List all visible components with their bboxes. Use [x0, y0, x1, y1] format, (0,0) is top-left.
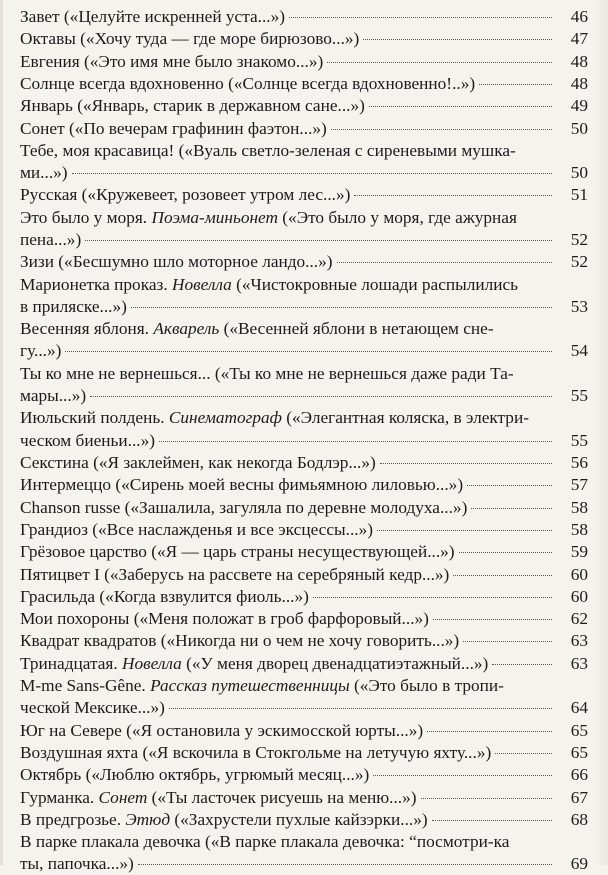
toc-entry-line: [20, 630, 556, 652]
dot-leader: [65, 351, 552, 352]
page-number: 67: [570, 787, 588, 807]
toc-entry-text: [20, 208, 517, 227]
toc-entry-incipit: («Чистокровные лошади распылились: [231, 274, 519, 294]
dot-leader: [467, 485, 552, 486]
page-number: 54: [570, 341, 588, 361]
toc-entry-line: [20, 764, 556, 786]
toc-entry-text: [20, 340, 61, 362]
toc-entry-line: [20, 229, 556, 251]
toc-entry-incipit: («Бесшумно шло моторное ландо...»): [53, 252, 333, 272]
toc-entry-line: [20, 118, 556, 140]
toc-entry-genre: Поэма-миньонет: [147, 207, 278, 227]
toc-entry-title: Это было у моря.: [20, 207, 148, 227]
page-number: 55: [570, 386, 588, 406]
toc-entry-incipit: («Ты ко мне не вернешься даже ради Та-: [210, 363, 514, 383]
toc-entry-line: [20, 742, 556, 764]
dot-leader: [131, 307, 552, 308]
toc-entry-line: [20, 251, 556, 273]
toc-entry-title: В предгрозье.: [20, 809, 122, 829]
toc-entry-title: Октябрь: [20, 765, 82, 785]
toc-entry-line: [20, 809, 556, 831]
toc-entry-title: Юг на Севере: [20, 720, 122, 740]
toc-entry-text: [20, 764, 369, 786]
toc-entry-line: [20, 6, 556, 28]
toc-entry-line: [20, 853, 556, 875]
toc-entry-text: [20, 787, 417, 809]
toc-entry-line: [20, 675, 504, 697]
toc-entry-text: [20, 364, 514, 383]
toc-entry-line: [20, 787, 556, 809]
dot-leader: [377, 530, 552, 531]
toc-entry-incipit: («Я — царь страны несуществующей...»): [146, 542, 455, 562]
page-number: 49: [570, 96, 588, 116]
page-edge-right: [594, 0, 608, 865]
dot-leader: [463, 641, 552, 642]
toc-entry-incipit: («Заберусь на рассвете на серебряный кедр...»): [99, 564, 450, 584]
toc-entry-text: [20, 229, 81, 251]
dot-leader: [363, 39, 552, 40]
toc-entry-text: [20, 720, 423, 742]
toc-entry-line: [20, 564, 556, 586]
toc-entry-text: [20, 519, 373, 541]
toc-entry-title: Июльский полдень.: [20, 408, 165, 428]
toc-entry-text: [20, 430, 155, 452]
toc-entry-text: [20, 385, 86, 407]
page-number: 56: [570, 453, 588, 472]
toc-entry-text: [20, 541, 455, 563]
toc-entry-title: Грасильда: [20, 586, 96, 606]
toc-entry-text: [20, 6, 285, 28]
toc-entry-line: [20, 608, 556, 630]
toc-entry-line: [20, 340, 556, 362]
toc-entry-title: В парке плакала девочка: [20, 832, 201, 852]
toc-entry-genre: Этюд: [121, 809, 171, 829]
page-number: 62: [570, 609, 588, 629]
toc-entry-text: [20, 162, 68, 184]
toc-entry-title: Русская: [20, 185, 78, 205]
dot-leader: [433, 619, 552, 620]
toc-entry-line: [20, 95, 556, 117]
toc-entry-line: [20, 519, 556, 541]
page-number: 50: [570, 118, 588, 138]
toc-entry-title: Тринадцатая.: [20, 653, 118, 673]
toc-entry-text: [20, 141, 516, 160]
page-number: 58: [570, 519, 588, 539]
toc-entry-text: [20, 51, 323, 73]
toc-entry-genre: Акварель: [149, 319, 220, 339]
toc-entry-title: Марионетка проказ.: [20, 274, 168, 294]
page-number: 52: [570, 252, 588, 272]
page-number: 65: [570, 742, 588, 762]
page-number: 66: [570, 765, 588, 785]
page-number: 48: [570, 51, 588, 71]
page-number: 55: [570, 430, 588, 450]
toc-entry-title: Квадрат квадратов: [20, 631, 157, 651]
toc-entry-incipit: («Никогда ни о чем не хочу говорить...»): [156, 631, 460, 651]
dot-leader: [72, 173, 552, 174]
toc-entry-line: [20, 274, 518, 296]
toc-entry-line: [20, 363, 514, 385]
toc-entry-incipit: мары...»): [20, 386, 87, 406]
toc-entry-title: Тебе, моя красавица!: [20, 140, 175, 160]
dot-leader: [421, 798, 552, 799]
toc-entry-text: [20, 118, 327, 140]
page-number: 50: [570, 163, 588, 183]
toc-entry-line: [20, 184, 556, 206]
toc-entry-text: [20, 275, 518, 294]
toc-entry-line: [20, 385, 556, 407]
toc-entry-line: [20, 318, 494, 340]
dot-leader: [85, 240, 552, 241]
toc-entry-text: [20, 653, 488, 675]
toc-entry-text: [20, 564, 449, 586]
toc-entry-incipit: ты, папочка...»): [20, 854, 134, 874]
toc-entry-title: Октавы: [20, 29, 76, 49]
dot-leader: [289, 17, 552, 18]
toc-entry-line: [20, 296, 556, 318]
toc-entry-text: [20, 608, 429, 630]
dot-leader: [427, 731, 552, 732]
toc-entry-title: Сонет: [20, 118, 65, 138]
toc-entry-incipit: («Хочу туда — где море бирюзово...»): [75, 29, 360, 49]
toc-entry-title: Весенняя яблоня.: [20, 319, 149, 339]
page-number: 46: [570, 7, 588, 26]
dot-leader: [313, 597, 552, 598]
toc-entry-incipit: ми...»): [20, 163, 68, 183]
toc-entry-title: Евгения: [20, 51, 80, 71]
dot-leader: [169, 708, 552, 709]
toc-entry-title: Завет: [20, 7, 60, 26]
toc-entry-text: [20, 73, 475, 95]
toc-entry-text: [20, 742, 491, 764]
toc-entry-incipit: («Январь, старик в державном сане...»): [72, 96, 365, 116]
page-number: 57: [570, 475, 588, 495]
toc-entry-title: Солнце всегда вдохновенно: [20, 73, 224, 93]
toc-entry-text: [20, 697, 165, 719]
toc-entry-line: [20, 207, 517, 229]
toc-entry-text: [20, 28, 359, 50]
toc-entry-text: [20, 832, 509, 851]
dot-leader: [337, 262, 552, 263]
toc-entry-incipit: («Ты ласточек рисуешь на меню...»): [147, 787, 417, 807]
page-number: 69: [570, 854, 588, 874]
toc-entry-text: [20, 184, 350, 206]
toc-entry-title: Секстина: [20, 453, 89, 472]
toc-entry-title: Гурманка.: [20, 787, 95, 807]
toc-entry-line: [20, 51, 556, 73]
toc-entry-incipit: («Весенней яблони в нетающем сне-: [219, 319, 494, 339]
toc-entry-text: [20, 452, 376, 474]
dot-leader: [432, 820, 552, 821]
dot-leader: [369, 106, 552, 107]
toc-entry-incipit: («Когда взвулится фиоль...»): [95, 586, 309, 606]
toc-entry-text: [20, 586, 309, 608]
toc-entry-line: [20, 697, 556, 719]
toc-entry-incipit: («По вечерам графинин фаэтон...»): [64, 118, 327, 138]
page-number: 68: [570, 809, 588, 829]
toc-entry-title: Интермеццо: [20, 475, 112, 495]
toc-entry-genre: Синематограф: [164, 408, 282, 428]
dot-leader: [479, 84, 552, 85]
toc-entry-genre: Новелла: [117, 653, 182, 673]
page-number: 48: [570, 73, 588, 93]
toc-entry-title: Январь: [20, 96, 73, 116]
toc-entry-text: [20, 95, 365, 117]
page-number: 59: [570, 542, 588, 562]
toc-entry-incipit: («Это было у моря, где ажурная: [277, 207, 517, 227]
toc-entry-line: [20, 541, 556, 563]
toc-entry-incipit: («Я остановила у эскимосской юрты...»): [121, 720, 424, 740]
toc-entry-incipit: гу...»): [20, 341, 62, 361]
page-number: 53: [570, 296, 588, 316]
toc-entry-text: [20, 251, 333, 273]
page-number: 52: [570, 229, 588, 249]
toc-entry-incipit: («Люблю октябрь, угрюмый месяц...»): [81, 765, 370, 785]
toc-entry-title: Мои похороны: [20, 609, 130, 629]
toc-entry-incipit: («Целуйте искренней уста...»): [59, 7, 285, 26]
toc-entry-incipit: («Элегантная коляска, в электри-: [281, 408, 529, 428]
toc-entry-text: [20, 474, 463, 496]
toc-entry-incipit: («Я вскочила в Стокгольме на летучую яхту...»): [138, 742, 492, 762]
dot-leader: [492, 664, 552, 665]
page-number: 60: [570, 564, 588, 584]
toc-entry-title: M-me Sans-Gêne.: [20, 676, 146, 695]
page-edge-left: [0, 0, 3, 865]
toc-entry-genre: Сонет: [94, 787, 148, 807]
toc-entry-line: [20, 140, 516, 162]
dot-leader: [373, 775, 552, 776]
toc-entry-line: [20, 407, 529, 429]
toc-entry-line: [20, 474, 556, 496]
page-number: 63: [570, 631, 588, 651]
dot-leader: [90, 396, 552, 397]
toc-entry-title: Грандиоз: [20, 519, 88, 539]
dot-leader: [331, 129, 552, 130]
toc-entry-incipit: («Солнце всегда вдохновенно!..»): [223, 73, 476, 93]
toc-entry-genre: Рассказ путешественницы: [145, 676, 350, 695]
page-number: 58: [570, 497, 588, 517]
toc-entry-title: Пятицвет I: [20, 564, 100, 584]
page-number: 51: [570, 185, 588, 205]
dot-leader: [354, 195, 552, 196]
toc-entry-line: [20, 452, 556, 474]
toc-entry-text: [20, 497, 467, 519]
dot-leader: [380, 463, 552, 464]
toc-entry-incipit: («Меня положат в гроб фарфоровый...»): [129, 609, 429, 629]
toc-entry-line: [20, 653, 556, 675]
toc-entry-text: [20, 319, 494, 338]
toc-entry-text: [20, 296, 127, 318]
toc-entry-title: Воздушная яхта: [20, 742, 139, 762]
page-number: 60: [570, 586, 588, 606]
toc-entry-line: [20, 720, 556, 742]
toc-entry-incipit: пена...»): [20, 229, 82, 249]
toc-entry-incipit: («В парке плакала девочка: “посмотри-ка: [200, 832, 510, 852]
toc-entry-incipit: («Кружевеет, розовеет утром лес...»): [77, 185, 351, 205]
toc-entry-incipit: («Сирень моей весны фимьямною лиловью...»): [111, 475, 464, 495]
toc-entry-genre: Новелла: [167, 274, 232, 294]
dot-leader: [453, 575, 552, 576]
toc-entry-incipit: («Все наслажденья и все эксцессы...»): [87, 519, 373, 539]
dot-leader: [495, 753, 552, 754]
dot-leader: [327, 62, 552, 63]
toc-entry-incipit: ческом биеньи...»): [20, 430, 155, 450]
toc-entry-text: [20, 853, 134, 875]
toc-entry-line: [20, 586, 556, 608]
toc-entry-incipit: в приляске...»): [20, 296, 127, 316]
toc-entry-title: Грёзовое царство: [20, 542, 147, 562]
toc-entry-line: [20, 28, 556, 50]
toc-entry-title: Chanson russe: [20, 497, 121, 517]
toc-entry-line: [20, 430, 556, 452]
toc-entry-text: [20, 408, 529, 427]
toc-entry-title: Ты ко мне не вернешься...: [20, 363, 211, 383]
toc-entry-incipit: ческой Мексике...»): [20, 698, 165, 718]
toc-entry-line: [20, 497, 556, 519]
toc-entry-text: [20, 676, 504, 695]
toc-entry-text: [20, 630, 459, 652]
dot-leader: [159, 441, 552, 442]
toc-entry-incipit: («Вуаль светло-зеленая с сиреневыми мушка-: [174, 140, 516, 160]
toc-entry-incipit: («Я заклеймен, как некогда Бодлэр...»): [88, 453, 376, 472]
toc-entry-incipit: («У меня дворец двенадцатиэтажный...»): [181, 653, 489, 673]
toc-entry-text: [20, 809, 428, 831]
page-number: 47: [570, 29, 588, 49]
toc-entry-incipit: («Захрустели пухлые кайзэрки...»): [170, 809, 428, 829]
toc-entry-incipit: («Это имя мне было знакомо...»): [79, 51, 324, 71]
toc-entry-title: Зизи: [20, 252, 54, 272]
page-number: 65: [570, 720, 588, 740]
page-number: 64: [570, 698, 588, 718]
dot-leader: [471, 508, 552, 509]
toc-entry-incipit: («Зашалила, загуляла по деревне молодуха...»): [120, 497, 468, 517]
page-number: 63: [570, 653, 588, 673]
dot-leader: [459, 552, 552, 553]
toc-entry-line: [20, 162, 556, 184]
toc-entry-line: [20, 831, 509, 853]
toc-entry-line: [20, 73, 556, 95]
toc-entry-incipit: («Это было в тропи-: [349, 676, 504, 695]
